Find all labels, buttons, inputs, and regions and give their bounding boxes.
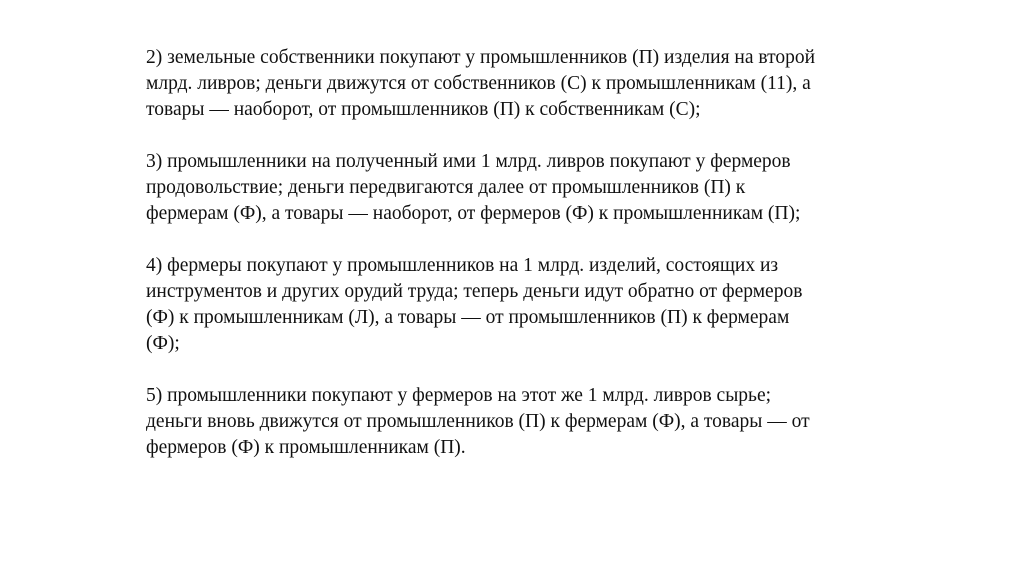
text-line: млрд. ливров; деньги движутся от собственников (С) к промышленникам (11), а [146, 73, 811, 94]
text-line: фермерам (Ф), а товары — наоборот, от фермеров (Ф) к промышленникам (П); [146, 203, 801, 224]
text-line: инструментов и других орудий труда; теперь деньги идут обратно от фермеров [146, 281, 803, 302]
paragraph-item-5 [146, 383, 906, 461]
paragraph-item-2 [146, 45, 906, 123]
text-line: товары — наоборот, от промышленников (П) к собственникам (С); [146, 99, 701, 120]
text-line: (Ф) к промышленникам (Л), а товары — от промышленников (П) к фермерам [146, 307, 790, 328]
text-line: 5) промышленники покупают у фермеров на этот же 1 млрд. ливров сырье; [146, 385, 772, 406]
slide-text-block [146, 45, 906, 487]
text-line: 2) земельные собственники покупают у промышленников (П) изделия на второй [146, 47, 816, 68]
text-line: (Ф); [146, 333, 180, 354]
text-line: 4) фермеры покупают у промышленников на 1 млрд. изделий, состоящих из [146, 255, 779, 276]
text-line: продовольствие; деньги передвигаются далее от промышленников (П) к [146, 177, 746, 198]
paragraph-item-3 [146, 149, 906, 227]
paragraph-item-4 [146, 253, 906, 357]
text-line: фермеров (Ф) к промышленникам (П). [146, 437, 466, 458]
text-line: 3) промышленники на полученный ими 1 млрд. ливров покупают у фермеров [146, 151, 791, 172]
text-line: деньги вновь движутся от промышленников (П) к фермерам (Ф), а товары — от [146, 411, 810, 432]
